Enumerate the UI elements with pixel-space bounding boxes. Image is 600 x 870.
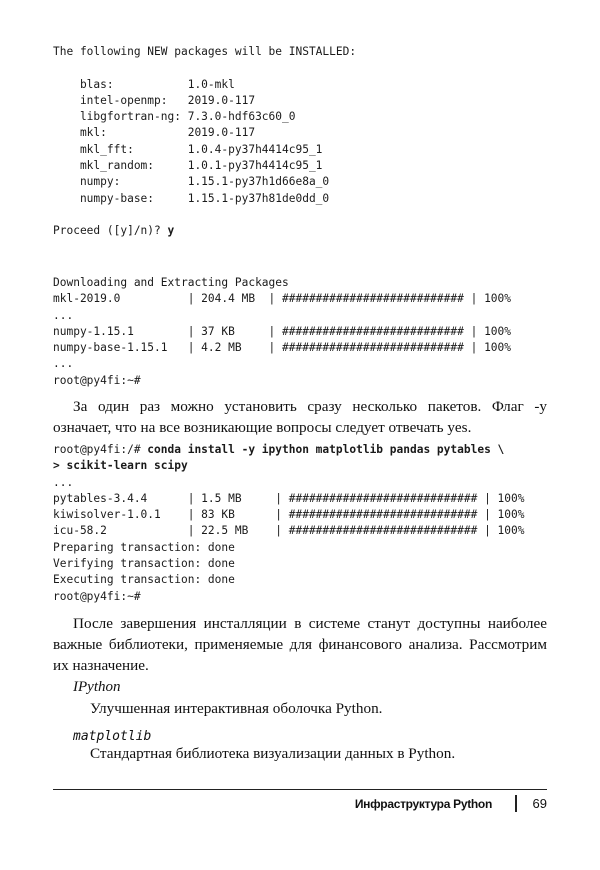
- code-line: numpy-base-1.15.1 | 4.2 MB | ########################### | 100%: [53, 341, 512, 355]
- definition-term-ipython: IPython: [73, 679, 121, 695]
- code-user-input: > scikit-learn scipy: [53, 459, 188, 473]
- code-line: Downloading and Extracting Packages: [53, 276, 289, 289]
- page-number: 69: [532, 796, 547, 811]
- code-line: [53, 60, 356, 76]
- code-prompt: root@py4fi:/#: [53, 443, 148, 456]
- code-line: mkl_fft: 1.0.4-py37h4414c95_1: [53, 142, 323, 156]
- code-line: Executing transaction: done: [53, 573, 235, 587]
- code-line: numpy: 1.15.1-py37h1d66e8a_0: [53, 175, 330, 189]
- code-line: blas: 1.0-mkl: [53, 77, 235, 91]
- code-line: root@py4fi:~#: [53, 589, 141, 603]
- code-line: numpy-base: 1.15.1-py37h81de0dd_0: [53, 191, 330, 205]
- code-prompt: Proceed ([y]/n)?: [53, 224, 168, 238]
- paragraph-after-install: После завершения инсталляции в системе станут доступны наиболее важные библиотеки, применяемые для финансового анализа. Рассмотрим их назначение.: [53, 615, 547, 674]
- code-block-download-output: [53, 275, 511, 389]
- definition-term-matplotlib: matplotlib: [73, 729, 152, 744]
- code-line: mkl: 2019.0-117: [53, 126, 256, 140]
- paragraph-multiple-packages: За один раз можно установить сразу несколько пакетов. Флаг -y означает, что на все возникающие вопросы следует отвечать yes.: [53, 398, 547, 436]
- definition-desc-matplotlib: Стандартная библиотека визуализации данных в Python.: [90, 745, 456, 762]
- footer-rule: [53, 789, 547, 790]
- code-line: icu-58.2 | 22.5 MB | ############################ | 100%: [53, 524, 525, 538]
- code-line: Verifying transaction: done: [53, 557, 235, 571]
- code-line: pytables-3.4.4 | 1.5 MB | ############################ | 100%: [53, 491, 525, 505]
- code-line: ...: [53, 357, 74, 371]
- code-line: libgfortran-ng: 7.3.0-hdf63c60_0: [53, 110, 296, 124]
- footer-separator: [515, 795, 517, 812]
- code-line: mkl-2019.0 | 204.4 MB | ########################### | 100%: [53, 292, 512, 306]
- code-line: [53, 458, 524, 474]
- code-line: mkl_random: 1.0.1-py37h4414c95_1: [53, 159, 323, 173]
- code-block-conda-install: [53, 442, 524, 605]
- code-line: [53, 207, 356, 223]
- code-line: [53, 442, 524, 458]
- code-line: ...: [53, 308, 74, 322]
- definition-desc-ipython: Улучшенная интерактивная оболочка Python.: [90, 700, 383, 717]
- footer-chapter-title: Инфраструктура Python: [354, 797, 492, 811]
- code-line: root@py4fi:~#: [53, 373, 141, 387]
- code-line: [53, 223, 356, 239]
- code-line: numpy-1.15.1 | 37 KB | ########################### | 100%: [53, 324, 512, 338]
- code-line: intel-openmp: 2019.0-117: [53, 93, 256, 107]
- code-block-install-output: [53, 44, 356, 240]
- code-line: Preparing transaction: done: [53, 540, 235, 554]
- code-line: ...: [53, 475, 74, 489]
- code-line: kiwisolver-1.0.1 | 83 KB | ############################ | 100%: [53, 508, 525, 522]
- code-user-input: conda install -y ipython matplotlib pandas pytables \: [147, 443, 505, 456]
- code-user-input: y: [167, 224, 175, 238]
- code-line: The following NEW packages will be INSTALLED:: [53, 45, 357, 58]
